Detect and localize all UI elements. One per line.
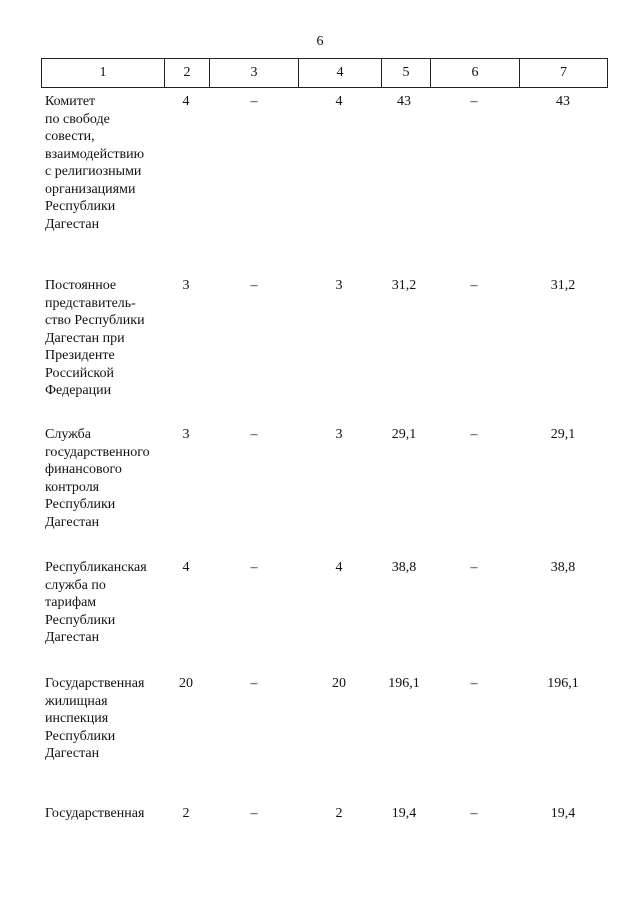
cell-col-2: 2: [182, 806, 190, 821]
cell-col-7: 196,1: [547, 676, 579, 691]
cell-col-7: 43: [556, 94, 570, 109]
cell-col-7: 29,1: [550, 427, 576, 442]
cell-col-4: 4: [335, 94, 343, 109]
row-name: Государственная жилищная инспекция Республики Дагестан: [45, 676, 145, 761]
cell-col-7: 31,2: [550, 278, 576, 293]
cell-col-5: 31,2: [391, 278, 417, 293]
header-col-4: 4: [299, 59, 382, 87]
cell-col-3: –: [250, 427, 258, 442]
cell-col-5: 29,1: [391, 427, 417, 442]
cell-col-3: –: [250, 278, 258, 293]
cell-col-5: 43: [397, 94, 411, 109]
header-col-7: 7: [560, 65, 567, 80]
cell-col-6: –: [470, 676, 478, 691]
cell-col-3: –: [250, 806, 258, 821]
cell-col-7: 19,4: [550, 806, 576, 821]
header-col-5: 5: [382, 59, 431, 87]
cell-col-6: –: [470, 560, 478, 575]
cell-col-4: 4: [335, 560, 343, 575]
header-col-1: 1: [42, 59, 165, 87]
page-number: 6: [316, 34, 324, 49]
cell-col-7: 38,8: [550, 560, 576, 575]
row-name: Комитет по свободе совести, взаимодействию с религиозными организациями Республики Дагестан: [45, 94, 145, 232]
cell-col-6: –: [470, 427, 478, 442]
row-name: Постоянное представитель- ство Республики Дагестан при Президенте Российской Федерации: [45, 278, 145, 398]
header-col-2: 2: [165, 59, 210, 87]
cell-col-3: –: [250, 94, 258, 109]
cell-col-2: 3: [182, 427, 190, 442]
cell-col-5: 38,8: [391, 560, 417, 575]
cell-col-5: 19,4: [391, 806, 417, 821]
cell-col-6: –: [470, 278, 478, 293]
cell-col-4: 2: [335, 806, 343, 821]
header-col-3: 3: [210, 59, 299, 87]
row-name: Служба государственного финансового контроля Республики Дагестан: [45, 427, 150, 530]
row-name: Республиканская служба по тарифам Республики Дагестан: [45, 560, 147, 645]
cell-col-3: –: [250, 676, 258, 691]
cell-col-2: 3: [182, 278, 190, 293]
cell-col-2: 4: [182, 94, 190, 109]
row-name: Государственная: [45, 806, 145, 821]
table-header: [41, 58, 608, 88]
cell-col-2: 4: [182, 560, 190, 575]
cell-col-4: 3: [335, 278, 343, 293]
cell-col-5: 196,1: [388, 676, 420, 691]
cell-col-4: 20: [332, 676, 346, 691]
cell-col-2: 20: [179, 676, 193, 691]
cell-col-6: –: [470, 806, 478, 821]
cell-col-6: –: [470, 94, 478, 109]
header-col-6: 6: [431, 59, 520, 87]
cell-col-3: –: [250, 560, 258, 575]
cell-col-4: 3: [335, 427, 343, 442]
